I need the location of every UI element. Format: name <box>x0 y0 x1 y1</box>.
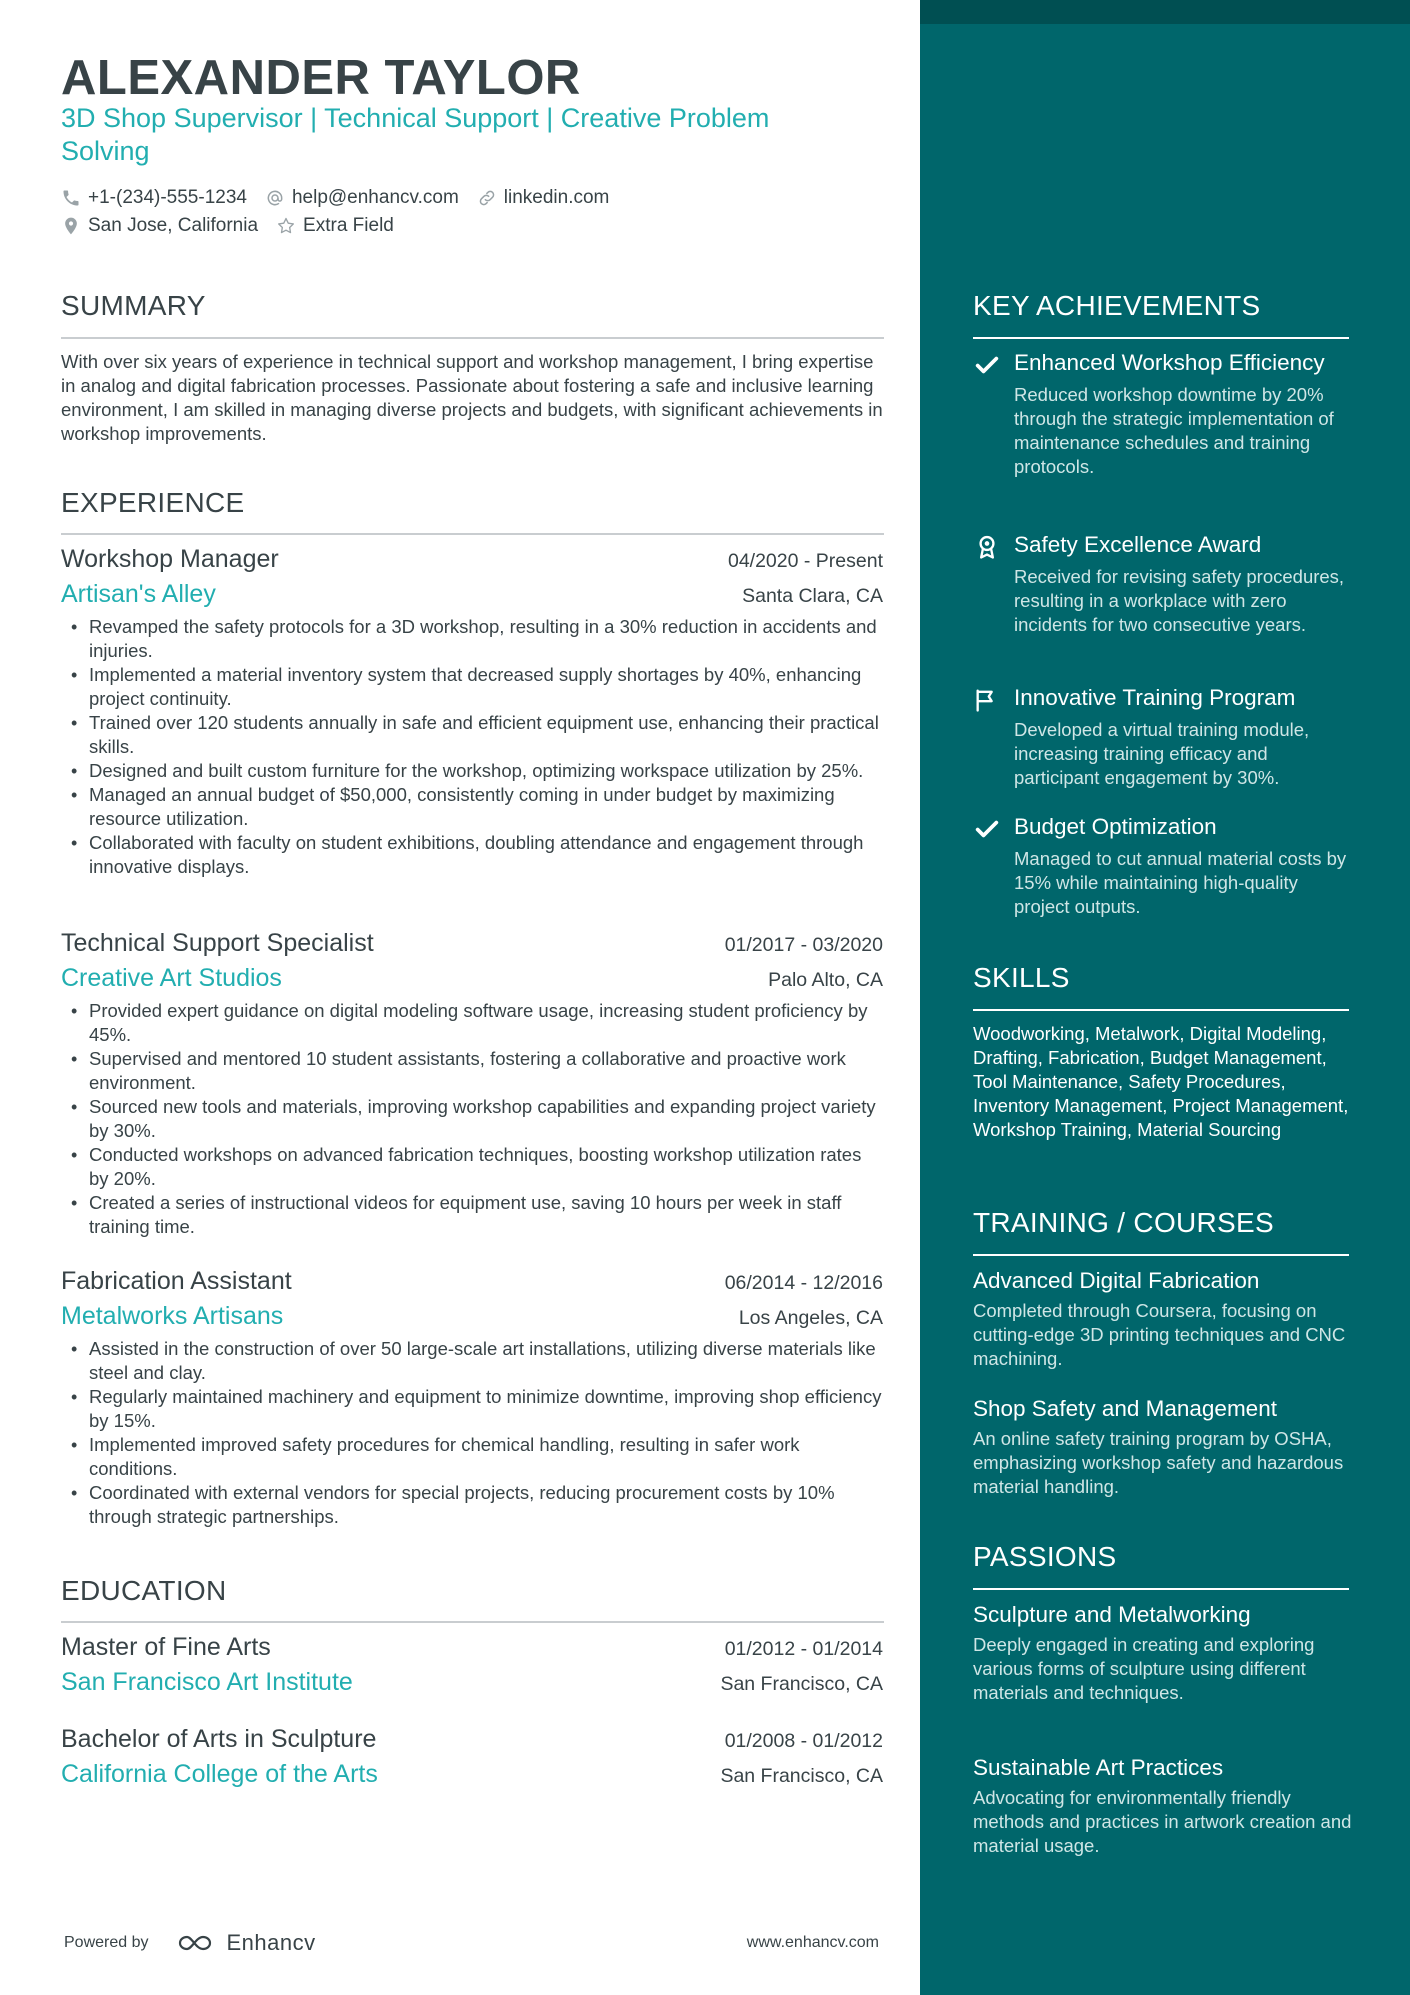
brand-name: Enhancv <box>226 1930 316 1955</box>
job-company: Creative Art Studios <box>61 964 282 992</box>
contact-linkedin[interactable] <box>477 187 610 209</box>
passion-desc: Deeply engaged in creating and exploring various forms of sculpture using different materials and techniques. <box>973 1634 1315 1703</box>
contact-email[interactable] <box>265 187 459 209</box>
sidebar-top-bar <box>920 0 1410 24</box>
website-link[interactable]: www.enhancv.com <box>746 1934 879 1951</box>
achievement-title: Safety Excellence Award <box>1014 532 1262 557</box>
summary-heading: SUMMARY <box>61 290 206 321</box>
job-bullets <box>61 999 883 1239</box>
powered-by-label: Powered by <box>64 1934 149 1951</box>
phone-icon <box>61 188 81 208</box>
powered-by <box>64 1930 316 1956</box>
job-bullet: • Designed and built custom furniture for the workshop, optimizing workspace utilization by 25%. <box>61 759 883 783</box>
passion-title: Sustainable Art Practices <box>973 1755 1224 1780</box>
star-icon <box>276 216 296 236</box>
achievement-title: Budget Optimization <box>1014 814 1217 839</box>
job-bullets <box>61 615 883 879</box>
education-dates: 01/2008 - 01/2012 <box>724 1730 883 1752</box>
education-degree: Master of Fine Arts <box>61 1633 271 1661</box>
job-title: Workshop Manager <box>61 545 279 573</box>
training-divider <box>973 1254 1349 1256</box>
award-icon <box>973 533 1001 561</box>
achievement-desc: Reduced workshop downtime by 20% through the strategic implementation of maintenance schedules and training protocols. <box>1014 384 1334 477</box>
job-bullet: • Implemented a material inventory system that decreased supply shortages by 40%, enhancing project continuity. <box>61 663 883 711</box>
infinity-logo-icon <box>175 1931 221 1955</box>
phone-text: +1-(234)-555-1234 <box>88 187 247 208</box>
candidate-name: ALEXANDER TAYLOR <box>61 51 581 105</box>
achievement-item <box>973 683 1353 790</box>
achievement-desc: Received for revising safety procedures, resulting in a workplace with zero incidents for two consecutive years. <box>1014 566 1345 635</box>
check-icon <box>973 815 1001 843</box>
candidate-title: 3D Shop Supervisor | Technical Support | Creative Problem Solving <box>61 103 770 166</box>
job-location: Santa Clara, CA <box>742 585 883 607</box>
achievement-item <box>973 530 1353 637</box>
experience-divider <box>61 533 884 535</box>
job-bullet: • Coordinated with external vendors for special projects, reducing procurement costs by 10% through strategic partnerships. <box>61 1481 883 1529</box>
job-bullet: • Conducted workshops on advanced fabrication techniques, boosting workshop utilization rates by 20%. <box>61 1143 883 1191</box>
contact-info <box>61 184 881 240</box>
passion-item <box>973 1600 1353 1705</box>
job-bullet: • Assisted in the construction of over 50 large-scale art installations, utilizing diverse materials like steel and clay. <box>61 1337 883 1385</box>
extra-text: Extra Field <box>303 215 394 236</box>
passion-item <box>973 1753 1353 1858</box>
job-bullet: • Sourced new tools and materials, improving workshop capabilities and expanding project variety by 30%. <box>61 1095 883 1143</box>
passions-divider <box>973 1588 1349 1590</box>
education-entry <box>61 1633 883 1697</box>
job-bullet: • Supervised and mentored 10 student assistants, fostering a collaborative and proactive work environment. <box>61 1047 883 1095</box>
job-bullet: • Managed an annual budget of $50,000, consistently coming in under budget by maximizing resource utilization. <box>61 783 883 831</box>
job-bullet: • Revamped the safety protocols for a 3D workshop, resulting in a 30% reduction in accidents and injuries. <box>61 615 883 663</box>
summary-text: With over six years of experience in technical support and workshop management, I bring expertise in analog and digital fabrication processes. Passionate about fostering a safe and inclusive learning environment, I am skilled in managing diverse projects and budgets, with significant achievements in workshop improvements. <box>61 351 883 444</box>
achievements-divider <box>973 337 1349 339</box>
training-title: Advanced Digital Fabrication <box>973 1268 1260 1293</box>
location-pin-icon <box>61 216 81 236</box>
summary-divider <box>61 337 884 339</box>
achievements-heading: KEY ACHIEVEMENTS <box>973 290 1261 321</box>
education-degree: Bachelor of Arts in Sculpture <box>61 1725 377 1753</box>
training-title: Shop Safety and Management <box>973 1396 1277 1421</box>
achievement-desc: Managed to cut annual material costs by 15% while maintaining high-quality project outputs. <box>1014 848 1347 917</box>
passion-desc: Advocating for environmentally friendly methods and practices in artwork creation and material usage. <box>973 1787 1352 1856</box>
job-company: Artisan's Alley <box>61 580 216 608</box>
footer <box>64 1930 879 1956</box>
location-text: San Jose, California <box>88 215 259 236</box>
job-dates: 06/2014 - 12/2016 <box>724 1272 883 1294</box>
achievement-title: Innovative Training Program <box>1014 685 1296 710</box>
job-bullet: • Regularly maintained machinery and equipment to minimize downtime, improving shop efficiency by 15%. <box>61 1385 883 1433</box>
education-school: San Francisco Art Institute <box>61 1668 353 1696</box>
job-bullets <box>61 1337 883 1529</box>
achievement-item <box>973 812 1353 919</box>
education-school: California College of the Arts <box>61 1760 378 1788</box>
check-icon <box>973 351 1001 379</box>
contact-location <box>61 215 258 237</box>
contact-extra <box>276 215 394 237</box>
training-desc: Completed through Coursera, focusing on cutting-edge 3D printing techniques and CNC machining. <box>973 1300 1346 1369</box>
contact-phone[interactable] <box>61 187 247 209</box>
education-location: San Francisco, CA <box>720 1673 883 1695</box>
at-icon <box>265 188 285 208</box>
email-text: help@enhancv.com <box>291 187 459 208</box>
skills-divider <box>973 1009 1349 1011</box>
education-divider <box>61 1621 884 1623</box>
achievement-desc: Developed a virtual training module, increasing training efficacy and participant engagement by 30%. <box>1014 719 1310 788</box>
job-entry <box>61 545 883 879</box>
education-dates: 01/2012 - 01/2014 <box>724 1638 883 1660</box>
linkedin-text: linkedin.com <box>503 187 610 208</box>
job-entry <box>61 929 883 1239</box>
job-company: Metalworks Artisans <box>61 1302 284 1330</box>
flag-icon <box>973 686 1001 714</box>
job-bullet: • Provided expert guidance on digital modeling software usage, increasing student proficiency by 45%. <box>61 999 883 1047</box>
achievement-item <box>973 348 1353 479</box>
job-bullet: • Collaborated with faculty on student exhibitions, doubling attendance and engagement through innovative displays. <box>61 831 883 879</box>
skills-heading: SKILLS <box>973 962 1070 993</box>
achievement-title: Enhanced Workshop Efficiency <box>1014 350 1325 375</box>
job-location: Los Angeles, CA <box>738 1307 883 1329</box>
education-entry <box>61 1725 883 1789</box>
job-title: Fabrication Assistant <box>61 1267 292 1295</box>
enhancv-logo[interactable] <box>175 1930 316 1956</box>
experience-heading: EXPERIENCE <box>61 487 245 518</box>
job-bullet: • Created a series of instructional videos for equipment use, saving 10 hours per week in staff training time. <box>61 1191 883 1239</box>
job-bullet: • Trained over 120 students annually in safe and efficient equipment use, enhancing their practical skills. <box>61 711 883 759</box>
skills-list: Woodworking, Metalwork, Digital Modeling, Drafting, Fabrication, Budget Management, Tool Maintenance, Safety Procedures, Inventory Management, Project Management, Workshop Training, Material Sourcing <box>973 1023 1349 1140</box>
education-heading: EDUCATION <box>61 1575 227 1606</box>
training-item <box>973 1394 1353 1499</box>
job-bullet: • Implemented improved safety procedures for chemical handling, resulting in safer work conditions. <box>61 1433 883 1481</box>
job-dates: 01/2017 - 03/2020 <box>724 934 883 956</box>
job-location: Palo Alto, CA <box>768 969 883 991</box>
education-location: San Francisco, CA <box>720 1765 883 1787</box>
training-item <box>973 1266 1353 1371</box>
job-entry <box>61 1267 883 1529</box>
passions-heading: PASSIONS <box>973 1541 1117 1572</box>
job-dates: 04/2020 - Present <box>727 550 883 572</box>
passion-title: Sculpture and Metalworking <box>973 1602 1251 1627</box>
job-title: Technical Support Specialist <box>61 929 374 957</box>
training-desc: An online safety training program by OSHA, emphasizing workshop safety and hazardous material handling. <box>973 1428 1344 1497</box>
link-icon <box>477 188 497 208</box>
training-heading: TRAINING / COURSES <box>973 1207 1274 1238</box>
